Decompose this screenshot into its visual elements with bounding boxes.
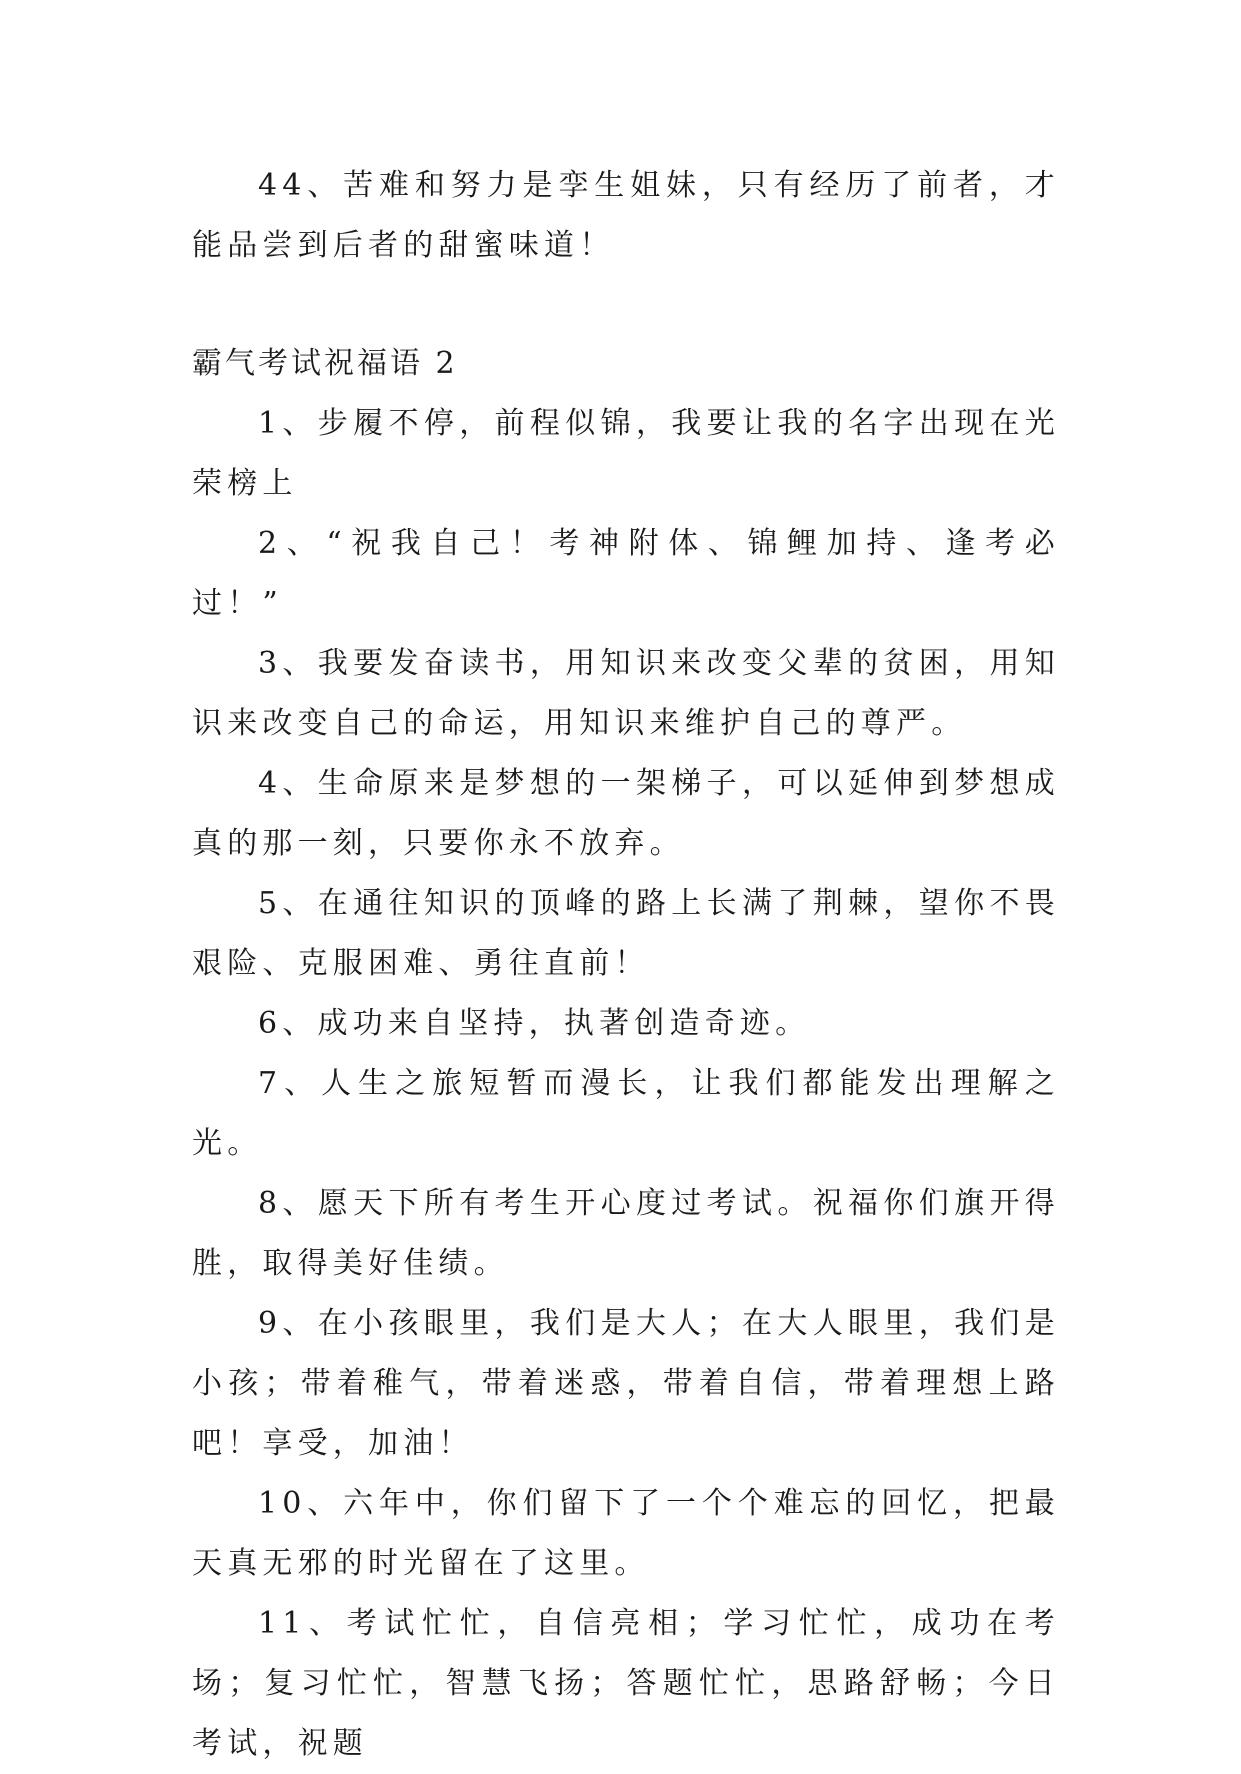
list-item: 3、我要发奋读书，用知识来改变父辈的贫困，用知识来改变自己的命运，用知识来维护自己的尊严。 bbox=[192, 646, 1060, 741]
list-item: 10、六年中，你们留下了一个个难忘的回忆，把最天真无邪的时光留在了这里。 bbox=[192, 1486, 1060, 1581]
list-item: 1、步履不停，前程似锦，我要让我的名字出现在光荣榜上 bbox=[192, 406, 1060, 501]
list-item: 11、考试忙忙，自信亮相；学习忙忙，成功在考场；复习忙忙，智慧飞扬；答题忙忙，思路舒畅；今日考试，祝题 bbox=[192, 1606, 1060, 1761]
list-item: 8、愿天下所有考生开心度过考试。祝福你们旗开得胜，取得美好佳绩。 bbox=[192, 1186, 1060, 1281]
list-item: 2、“祝我自己！考神附体、锦鲤加持、逢考必过！” bbox=[192, 526, 1060, 621]
list-item: 4、生命原来是梦想的一架梯子，可以延伸到梦想成真的那一刻，只要你永不放弃。 bbox=[192, 766, 1060, 861]
list-item: 5、在通往知识的顶峰的路上长满了荆棘，望你不畏艰险、克服困难、勇往直前！ bbox=[192, 886, 1060, 981]
section-heading: 霸气考试祝福语 2 bbox=[192, 346, 458, 381]
list-item: 6、成功来自坚持，执著创造奇迹。 bbox=[258, 1006, 811, 1041]
list-item: 7、人生之旅短暂而漫长，让我们都能发出理解之光。 bbox=[192, 1066, 1060, 1161]
list-item: 9、在小孩眼里，我们是大人；在大人眼里，我们是小孩；带着稚气，带着迷惑，带着自信，带着理想上路吧！享受，加油！ bbox=[192, 1306, 1060, 1461]
document-page bbox=[192, 156, 1060, 1774]
intro-paragraph: 44、苦难和努力是孪生姐妹，只有经历了前者，才能品尝到后者的甜蜜味道！ bbox=[192, 168, 1060, 263]
